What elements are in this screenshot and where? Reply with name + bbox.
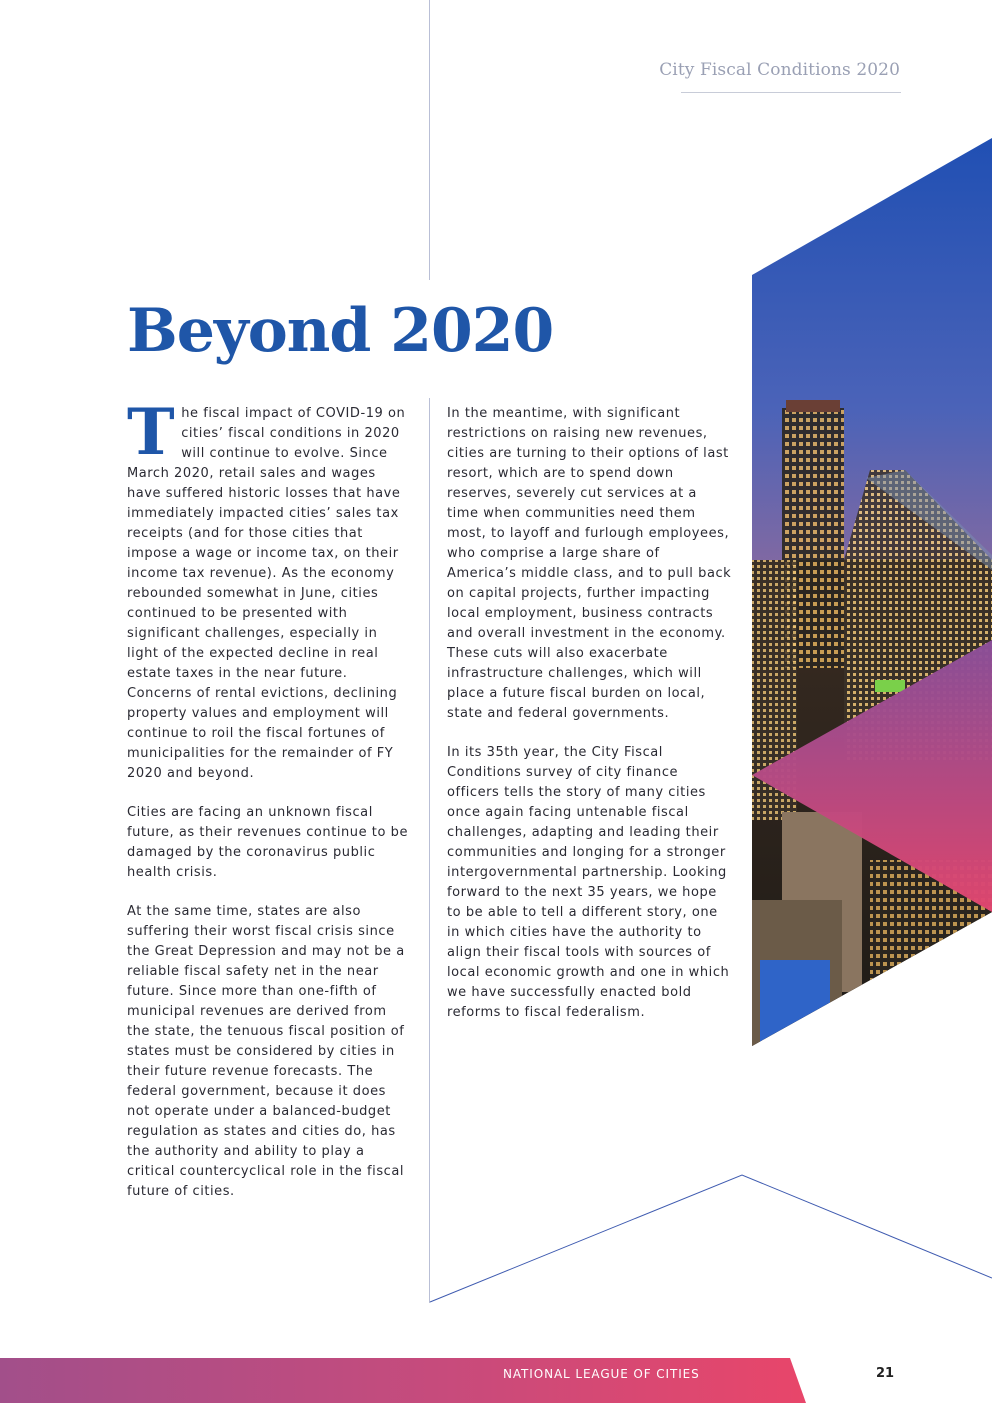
page-number: 21	[876, 1366, 895, 1381]
paragraph	[127, 395, 412, 784]
article-title: Beyond 2020	[127, 296, 554, 366]
paragraph: In the meantime, with significant restrictions on raising new revenues, cities are turning to their options of last resort, which are to spend down reserves, severely cut services at a time when communities need them most, to layoff and furlough employees, who comprise a large share of America’s middle class, and to pull back on capital projects, further impacting local employment, business contracts and overall investment in the economy. These cuts will also exacerbate infrastructure challenges, which will place a future fiscal burden on local, state and federal governments.	[447, 406, 732, 721]
running-header: City Fiscal Conditions 2020	[659, 60, 900, 80]
paragraph: At the same time, states are also suffering their worst fiscal crisis since the Great Depression and may not be a reliable fiscal safety net in the near future. Since more than one-fifth of municipal revenues are derived from the state, the tenuous fiscal position of states must be considered by cities in their future revenue forecasts. The federal government, because it does not operate under a balanced-budget regulation as states and cities do, has the authority and ability to play a critical countercyclical role in the fiscal future of cities.	[127, 904, 405, 1199]
paragraph-text: he fiscal impact of COVID-19 on cities’ fiscal conditions in 2020 will continue to evolve. Since March 2020, retail sales and wages have suffered historic losses that have immediately impacted cities’ sales tax receipts (and for those cities that impose a wage or income tax, on their income tax revenue). As the economy rebounded somewhat in June, cities continued to be presented with significant challenges, especially in light of the expected decline in real estate taxes in the near future. Concerns of rental evictions, declining property values and employment will continue to roil the fiscal fortunes of municipalities for the remainder of FY 2020 and beyond.	[127, 406, 406, 781]
paragraph: Cities are facing an unknown fiscal future, as their revenues continue to be damaged by the coronavirus public health crisis.	[127, 805, 408, 880]
column-left	[127, 395, 412, 1221]
drop-cap: T	[127, 395, 176, 470]
footer-org-name: NATIONAL LEAGUE OF CITIES	[503, 1367, 700, 1381]
paragraph: In its 35th year, the City Fiscal Conditions survey of city finance officers tells the story of many cities once again facing untenable fiscal challenges, adapting and leading their communities and longing for a stronger intergovernmental partnership. Looking forward to the next 35 years, we hope to be able to tell a different story, one in which cities have the authority to align their fiscal tools with sources of local economic growth and one in which we have successfully enacted bold reforms to fiscal federalism.	[447, 745, 730, 1020]
column-right	[447, 404, 732, 1042]
